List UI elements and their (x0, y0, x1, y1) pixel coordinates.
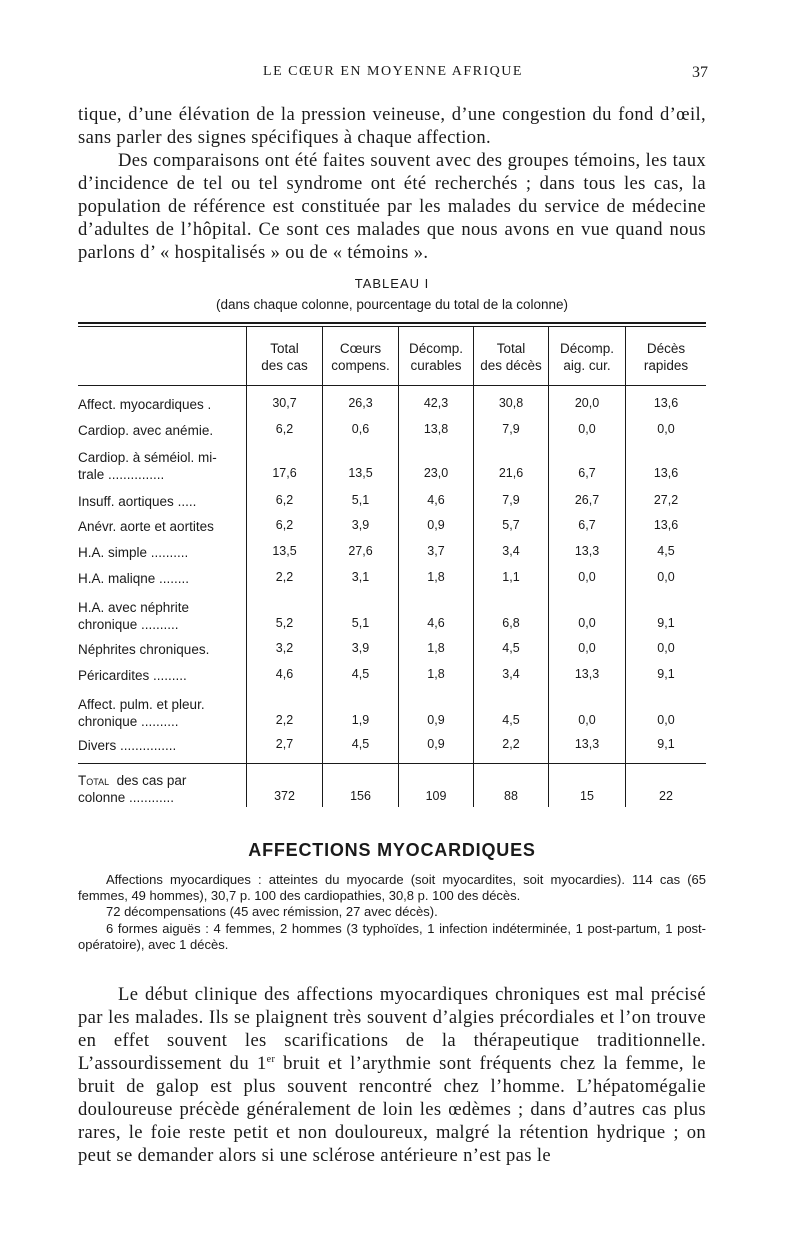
main-text-part-b: bruit et l’arythmie sont fréquents chez la femme, le bruit de galop est plus souvent rencontré chez l’homme. L’hépatomégalie douloureuse précède généralement de loin les œdèmes ; dans d’autres cas plus rares, le foie reste petit et non douloureux, malgré la rétention hydrique ; on peut se demander alors si une sclérose antérieure n’est pas le (78, 1053, 706, 1166)
total-row-label-line2: colonne ............ (78, 790, 175, 805)
table-cell: 26,3 (348, 396, 373, 410)
table-cell: 0,0 (578, 641, 596, 655)
row-label-line1: H.A. avec néphrite (78, 600, 190, 615)
col-header-line: Cœurs (339, 341, 382, 356)
row-label-line1: H.A. maliqne ........ (78, 571, 190, 586)
col-header-line: Décomp. (559, 341, 615, 356)
table-cell: 3,4 (502, 544, 520, 558)
table-cell: 0,9 (427, 737, 445, 751)
table-cell: 4,6 (427, 493, 445, 507)
row-label (78, 737, 248, 754)
summary-line-2: 72 décompensations (45 avec rémission, 27 avec décès). (106, 904, 438, 920)
col-header-deces-rapides (626, 340, 706, 374)
table-cell: 4,6 (275, 667, 294, 681)
table-cell: 0,6 (351, 422, 370, 436)
row-label (78, 493, 248, 510)
col-header-total-cas (247, 340, 322, 374)
table-cell: 4,5 (351, 737, 370, 751)
header-rule (78, 385, 706, 386)
row-label-line2: chronique .......... (78, 617, 179, 632)
table-cell: 9,1 (657, 737, 675, 751)
main-paragraph (78, 983, 706, 1167)
col-header-line: rapides (643, 358, 689, 373)
table-cell: 17,6 (272, 466, 297, 480)
table-cell: 5,1 (351, 616, 370, 630)
row-label (78, 396, 248, 413)
row-label-line1: Néphrites chroniques. (78, 642, 210, 657)
data-table (78, 322, 706, 807)
col-header-line: Décès (646, 341, 686, 356)
table-cell: 0,0 (657, 570, 675, 584)
table-cell: 13,3 (574, 667, 600, 681)
table-cell: 6,2 (275, 493, 294, 507)
table-cell: 3,4 (502, 667, 520, 681)
table-cell: 13,5 (272, 544, 297, 558)
row-label (78, 570, 248, 587)
col-header-line: Décomp. (408, 341, 464, 356)
row-label-line1: Anévr. aorte et aortites (78, 519, 214, 534)
table-cell: 0,9 (427, 518, 445, 532)
row-label-line2: trale ............... (78, 467, 165, 482)
table-cell: 4,5 (502, 641, 520, 655)
table-cell: 0,9 (427, 713, 445, 727)
total-cell: 88 (504, 789, 518, 803)
table-title: TABLEAU I (354, 276, 430, 291)
col-header-line: des décès (480, 358, 542, 373)
table-cell: 20,0 (574, 396, 600, 410)
table-cell: 4,6 (427, 616, 445, 630)
table-cell: 23,0 (423, 466, 449, 480)
table-cell: 26,7 (574, 493, 600, 507)
table-cell: 6,2 (275, 518, 294, 532)
col-header-line: des cas (261, 358, 308, 373)
section-summary (78, 872, 706, 953)
table-cell: 0,0 (578, 713, 596, 727)
table-cell: 3,9 (351, 518, 370, 532)
table-cell: 0,0 (578, 616, 596, 630)
col-header-coeurs (323, 340, 398, 374)
table-cell: 30,8 (498, 396, 524, 410)
total-cell: 22 (659, 789, 673, 803)
running-head (78, 64, 708, 84)
total-row-label (78, 772, 248, 806)
table-cell: 13,6 (653, 518, 679, 532)
table-cell: 0,0 (578, 422, 596, 436)
total-word: Total (78, 773, 110, 788)
section-heading: AFFECTIONS MYOCARDIQUES (248, 840, 536, 860)
table-cell: 9,1 (657, 667, 675, 681)
row-label (78, 449, 248, 483)
row-label (78, 422, 248, 439)
table-cell: 0,0 (657, 641, 675, 655)
row-label-line1: H.A. simple .......... (78, 545, 189, 560)
total-rule (78, 763, 706, 764)
row-label-line1: Divers ............... (78, 738, 177, 753)
table-cell: 2,2 (502, 737, 520, 751)
table-cell: 13,6 (653, 466, 679, 480)
summary-line-1: Affections myocardiques : atteintes du myocarde (soit myocardites, soit myocardies). 114 cas (65 femmes, 49 hommes), 30,7 p. 100 des cardiopathies, 30,8 p. 100 des décès. (78, 872, 706, 904)
col-header-decomp-curables (399, 340, 473, 374)
table-cell: 5,7 (502, 518, 520, 532)
table-cell: 5,2 (275, 616, 294, 630)
total-label-rest: des cas par (116, 773, 187, 788)
table-cell: 4,5 (351, 667, 370, 681)
page-number: 37 (692, 64, 708, 81)
table-cell: 2,7 (275, 737, 294, 751)
total-cell: 372 (274, 789, 295, 803)
table-cell: 4,5 (657, 544, 675, 558)
table-cell: 7,9 (502, 422, 520, 436)
col-header-line: Total (270, 341, 299, 356)
total-row-label-line1 (78, 772, 248, 789)
ordinal-superscript: er (266, 1053, 276, 1065)
table-cell: 6,7 (578, 466, 596, 480)
row-label-line1: Péricardites ......... (78, 668, 187, 683)
intro-paragraph-1: tique, d’une élévation de la pression veineuse, d’une congestion du fond d’œil, sans parler des signes spécifiques à chaque affection. (78, 104, 706, 148)
table-cell: 3,2 (275, 641, 294, 655)
table-cell: 0,0 (578, 570, 596, 584)
row-label-line1: Insuff. aortiques ..... (78, 494, 197, 509)
table-cell: 1,1 (502, 570, 520, 584)
running-title: LE CŒUR EN MOYENNE AFRIQUE (263, 64, 523, 79)
table-cell: 1,8 (427, 667, 445, 681)
table-cell: 3,1 (351, 570, 370, 584)
table-cell: 9,1 (657, 616, 675, 630)
row-label (78, 641, 248, 658)
table-cell: 5,1 (351, 493, 370, 507)
table-cell: 6,2 (275, 422, 294, 436)
table-cell: 6,7 (578, 518, 596, 532)
intro-paragraph-2: Des comparaisons ont été faites souvent avec des groupes témoins, les taux d’incidence de tel ou tel syndrome ont été recherchés ; dans tous les cas, la population de référence est constituée par les malades du service de médecine d’adultes de l’hôpital. Ce sont ces malades que nous avons en vue quand nous parlons d’ « hospitalisés » ou de « témoins ». (78, 150, 706, 263)
row-label (78, 544, 248, 561)
row-label-line1: Affect. pulm. et pleur. (78, 697, 205, 712)
row-label-line2: chronique .......... (78, 714, 179, 729)
total-cell: 109 (425, 789, 447, 803)
row-label (78, 518, 248, 535)
table-cell: 42,3 (423, 396, 449, 410)
table-cell: 13,6 (653, 396, 679, 410)
table-cell: 13,5 (348, 466, 373, 480)
col-header-line: Total (496, 341, 526, 356)
col-header-decomp-aig (549, 340, 625, 374)
table-cell: 27,2 (653, 493, 679, 507)
table-cell: 7,9 (502, 493, 520, 507)
col-header-line: curables (410, 358, 462, 373)
total-cell: 15 (580, 789, 594, 803)
row-label (78, 667, 248, 684)
row-label (78, 599, 248, 633)
table-cell: 0,0 (657, 422, 675, 436)
table-cell: 27,6 (348, 544, 373, 558)
table-cell: 1,8 (427, 570, 445, 584)
table-cell: 21,6 (498, 466, 524, 480)
table-cell: 1,8 (427, 641, 445, 655)
summary-line-3: 6 formes aiguës : 4 femmes, 2 hommes (3 typhoïdes, 1 infection indéterminée, 1 post-partum, 1 post-opératoire), avec 1 décès. (78, 920, 706, 952)
table-cell: 2,2 (275, 570, 294, 584)
col-header-total-deces (474, 340, 548, 374)
total-cell: 156 (350, 789, 371, 803)
row-label-line1: Affect. myocardiques . (78, 397, 212, 412)
table-subtitle: (dans chaque colonne, pourcentage du total de la colonne) (215, 297, 568, 312)
col-header-line: aig. cur. (563, 358, 611, 373)
table-cell: 1,9 (351, 713, 370, 727)
intro-text (78, 103, 706, 264)
main-text-part-a: Le début clinique des affections myocardiques chroniques est mal précisé par les malades. Ils se plaignent très souvent d’algies précordiales et l’on trouve en effet souvent les scarifications de la thérapeutique traditionnelle. L’assourdissement du 1 (78, 984, 706, 1074)
col-header-line: compens. (331, 358, 390, 373)
table-top-rule (78, 322, 706, 324)
table-cell: 3,7 (427, 544, 445, 558)
table-top-rule-thin (78, 326, 706, 327)
table-cell: 13,8 (423, 422, 449, 436)
table-cell: 6,8 (502, 616, 520, 630)
table-cell: 3,9 (351, 641, 370, 655)
table-cell: 4,5 (502, 713, 520, 727)
table-cell: 0,0 (657, 713, 675, 727)
table-cell: 30,7 (272, 396, 297, 410)
row-label (78, 696, 248, 730)
main-text (78, 983, 706, 1167)
table-cell: 13,3 (574, 737, 600, 751)
row-label-line1: Cardiop. avec anémie. (78, 423, 214, 438)
row-label-line1: Cardiop. à séméiol. mi- (78, 450, 217, 465)
table-cell: 2,2 (275, 713, 294, 727)
table-cell: 13,3 (574, 544, 600, 558)
